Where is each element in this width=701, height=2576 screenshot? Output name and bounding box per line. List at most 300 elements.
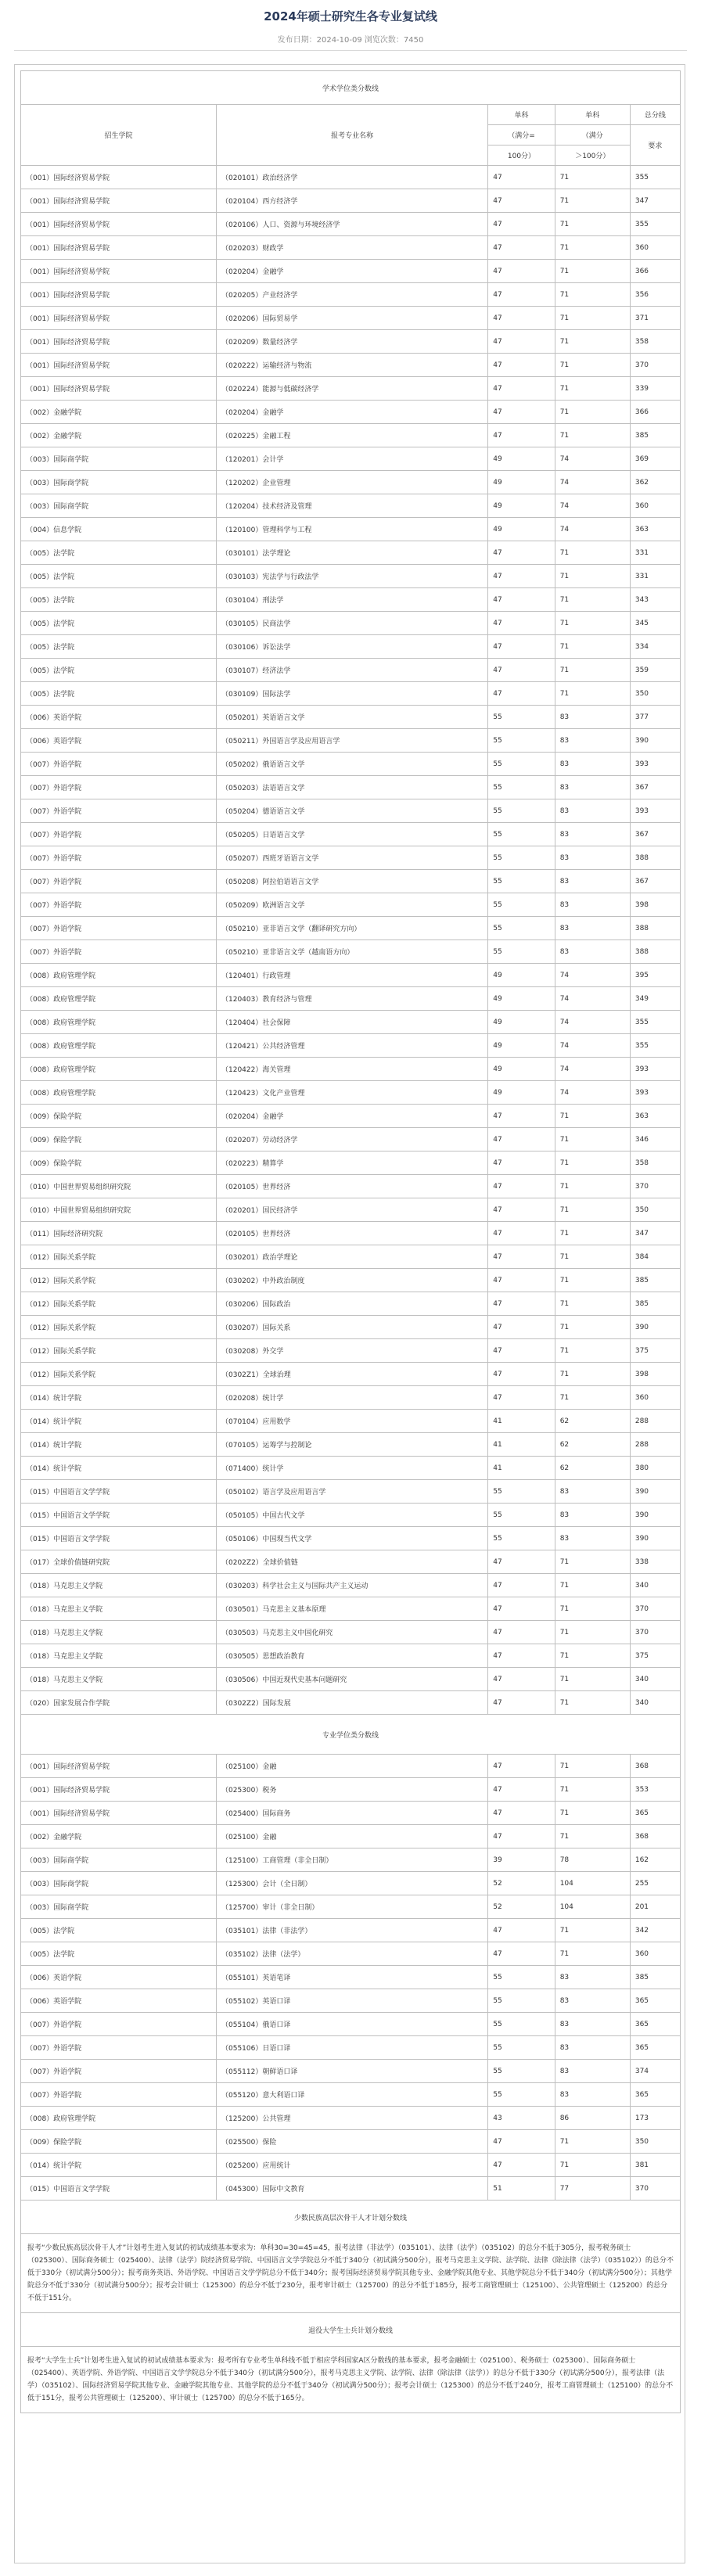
school-cell: （017）全球价值链研究院 (21, 1550, 217, 1574)
school-cell: （008）政府管理学院 (21, 1058, 217, 1081)
school-cell: （001）国际经济贸易学院 (21, 213, 217, 236)
single1-cell: 47 (488, 1550, 555, 1574)
school-cell: （014）统计学院 (21, 1433, 217, 1457)
total-cell: 393 (630, 1058, 680, 1081)
major-cell: （125300）会计（全日制） (217, 1872, 488, 1895)
total-cell: 370 (630, 1175, 680, 1198)
single1-cell: 47 (488, 1269, 555, 1292)
table-row (21, 283, 681, 307)
single2-cell: 74 (555, 471, 630, 494)
school-cell: （008）政府管理学院 (21, 1011, 217, 1034)
single2-cell: 71 (555, 424, 630, 447)
single2-cell: 71 (555, 1825, 630, 1848)
total-cell: 347 (630, 189, 680, 213)
publish-date: 2024-10-09 (316, 36, 362, 45)
table-row (21, 1848, 681, 1872)
table-row (21, 659, 681, 682)
table-row (21, 753, 681, 776)
table-row (21, 1574, 681, 1597)
total-cell: 370 (630, 354, 680, 377)
single2-cell: 104 (555, 1895, 630, 1919)
school-cell: （020）国家发展合作学院 (21, 1691, 217, 1715)
total-cell: 395 (630, 964, 680, 987)
major-cell: （030105）民商法学 (217, 612, 488, 635)
school-cell: （006）英语学院 (21, 1989, 217, 2013)
single2-cell: 83 (555, 799, 630, 823)
single1-cell: 47 (488, 377, 555, 401)
total-cell: 363 (630, 1105, 680, 1128)
table-row (21, 1034, 681, 1058)
total-cell: 375 (630, 1339, 680, 1363)
major-cell: （030104）刑法学 (217, 588, 488, 612)
total-cell: 355 (630, 1011, 680, 1034)
major-cell: （050203）法语语言文学 (217, 776, 488, 799)
total-cell: 360 (630, 494, 680, 518)
total-cell: 371 (630, 307, 680, 330)
total-cell: 356 (630, 283, 680, 307)
total-cell: 384 (630, 1245, 680, 1269)
school-cell: （008）政府管理学院 (21, 2107, 217, 2130)
school-cell: （007）外语学院 (21, 2013, 217, 2036)
major-cell: （020106）人口、资源与环境经济学 (217, 213, 488, 236)
total-cell: 288 (630, 1410, 680, 1433)
single2-cell: 71 (555, 1198, 630, 1222)
major-cell: （020203）财政学 (217, 236, 488, 260)
single2-cell: 71 (555, 635, 630, 659)
single1-cell: 49 (488, 1081, 555, 1105)
major-cell: （050106）中国现当代文学 (217, 1527, 488, 1550)
major-cell: （030506）中国近现代史基本问题研究 (217, 1668, 488, 1691)
major-cell: （055112）朝鲜语口译 (217, 2060, 488, 2083)
major-cell: （030103）宪法学与行政法学 (217, 565, 488, 588)
single2-cell: 71 (555, 1691, 630, 1715)
total-cell: 377 (630, 706, 680, 729)
table-row (21, 354, 681, 377)
table-row (21, 166, 681, 189)
school-cell: （003）国际商学院 (21, 471, 217, 494)
title-divider (14, 50, 687, 51)
single1-cell: 47 (488, 1128, 555, 1151)
single2-cell: 71 (555, 682, 630, 706)
school-cell: （005）法学院 (21, 1942, 217, 1966)
table-row (21, 1825, 681, 1848)
single1-cell: 47 (488, 565, 555, 588)
total-cell: 360 (630, 1386, 680, 1410)
single2-cell: 74 (555, 1058, 630, 1081)
table-row (21, 2013, 681, 2036)
single2-cell: 83 (555, 917, 630, 940)
school-cell: （006）英语学院 (21, 1966, 217, 1989)
total-cell: 393 (630, 799, 680, 823)
single2-cell: 71 (555, 612, 630, 635)
total-cell: 385 (630, 1269, 680, 1292)
single2-cell: 83 (555, 846, 630, 870)
total-header: 总分线 (630, 105, 680, 125)
table-row (21, 1457, 681, 1480)
single2-cell: 71 (555, 1363, 630, 1386)
single1-cell: 47 (488, 213, 555, 236)
single1-cell: 49 (488, 494, 555, 518)
school-cell: （015）中国语言文学学院 (21, 2177, 217, 2201)
single1-cell: 47 (488, 1363, 555, 1386)
single2-cell: 71 (555, 401, 630, 424)
table-row (21, 870, 681, 893)
school-cell: （008）政府管理学院 (21, 964, 217, 987)
table-row (21, 260, 681, 283)
school-cell: （001）国际经济贸易学院 (21, 330, 217, 354)
single1-cell: 41 (488, 1410, 555, 1433)
school-cell: （012）国际关系学院 (21, 1269, 217, 1292)
table-row (21, 893, 681, 917)
major-cell: （025100）金融 (217, 1755, 488, 1778)
major-cell: （0302Z1）全球治理 (217, 1363, 488, 1386)
total-cell: 358 (630, 330, 680, 354)
single2-cell: 71 (555, 1151, 630, 1175)
school-cell: （006）英语学院 (21, 706, 217, 729)
total-cell: 362 (630, 471, 680, 494)
single2-cell: 77 (555, 2177, 630, 2201)
table-row (21, 1386, 681, 1410)
publish-label: 发布日期： (277, 36, 317, 45)
single1-cell: 55 (488, 729, 555, 753)
total-cell: 385 (630, 424, 680, 447)
single1-cell: 47 (488, 1316, 555, 1339)
single2-cell: 74 (555, 1011, 630, 1034)
school-cell: （012）国际关系学院 (21, 1292, 217, 1316)
total-cell: 390 (630, 1504, 680, 1527)
single1-cell: 55 (488, 2083, 555, 2107)
single2-cell: 71 (555, 565, 630, 588)
single1-cell: 47 (488, 236, 555, 260)
single1-cell: 49 (488, 518, 555, 541)
total-cell: 365 (630, 2013, 680, 2036)
table-row (21, 189, 681, 213)
major-cell: （055106）日语口译 (217, 2036, 488, 2060)
single1-header: 单科 (488, 105, 555, 125)
single1-cell: 47 (488, 1942, 555, 1966)
single1-cell: 55 (488, 706, 555, 729)
total-cell: 398 (630, 893, 680, 917)
major-cell: （030208）外交学 (217, 1339, 488, 1363)
school-cell: （012）国际关系学院 (21, 1316, 217, 1339)
single2-sub1: （满分 (555, 125, 630, 146)
major-cell: （030501）马克思主义基本原理 (217, 1597, 488, 1621)
views-count: 7450 (403, 36, 424, 45)
total-cell: 367 (630, 776, 680, 799)
single2-cell: 71 (555, 1105, 630, 1128)
single2-cell: 71 (555, 1942, 630, 1966)
single1-cell: 41 (488, 1433, 555, 1457)
single2-cell: 83 (555, 823, 630, 846)
table-row (21, 1550, 681, 1574)
single1-cell: 47 (488, 1175, 555, 1198)
single1-cell: 47 (488, 1151, 555, 1175)
single2-cell: 83 (555, 776, 630, 799)
total-cell: 350 (630, 1198, 680, 1222)
school-cell: （015）中国语言文学学院 (21, 1504, 217, 1527)
single2-cell: 71 (555, 659, 630, 682)
single1-cell: 43 (488, 2107, 555, 2130)
total-cell: 390 (630, 1316, 680, 1339)
veteran-section-title: 退役大学生士兵计划分数线 (21, 2313, 681, 2347)
single2-cell: 71 (555, 283, 630, 307)
total-cell: 370 (630, 1621, 680, 1644)
table-row (21, 471, 681, 494)
school-cell: （001）国际经济贸易学院 (21, 260, 217, 283)
single2-cell: 71 (555, 1644, 630, 1668)
major-cell: （020225）金融工程 (217, 424, 488, 447)
school-cell: （008）政府管理学院 (21, 1081, 217, 1105)
single2-cell: 71 (555, 1175, 630, 1198)
school-cell: （009）保险学院 (21, 1151, 217, 1175)
single1-cell: 47 (488, 1245, 555, 1269)
table-row (21, 1778, 681, 1802)
major-cell: （020206）国际贸易学 (217, 307, 488, 330)
table-row (21, 2083, 681, 2107)
single2-cell: 74 (555, 447, 630, 471)
single1-cell: 49 (488, 447, 555, 471)
single2-cell: 83 (555, 940, 630, 964)
total-cell: 162 (630, 1848, 680, 1872)
school-cell: （007）外语学院 (21, 2083, 217, 2107)
single2-cell: 83 (555, 1989, 630, 2013)
single2-cell: 83 (555, 2060, 630, 2083)
major-cell: （025200）应用统计 (217, 2154, 488, 2177)
veteran-note: 报考“大学生士兵”计划考生进入复试的初试成绩基本要求为：报考所有专业考生单科线不低于相应学科国家A区分数线的基本要求，报考金融硕士（025100）、税务硕士（025300）、国际商务硕士（025400）、英语学院、外语学院、中国语言文学学院总分不低于340分（初试满分500分），报考马克思主义学院、法学院、法律（除法律（法学））的总分不低于330分（初试满分500分），报考法律（法学）（035102）、国际经济贸易学院其他专业、金融学院其他专业、其他学院的总分不低于340分（初试满分500分）；报考会计硕士（125300）的总分不低于240分，报考工商管理硕士（125100）的总分不低于151分，报考公共管理硕士（125200）、审计硕士（125700）的总分不低于165分。 (21, 2347, 681, 2413)
single2-cell: 62 (555, 1457, 630, 1480)
school-cell: （018）马克思主义学院 (21, 1644, 217, 1668)
major-cell: （050211）外国语言学及应用语言学 (217, 729, 488, 753)
major-cell: （020224）能源与低碳经济学 (217, 377, 488, 401)
school-cell: （012）国际关系学院 (21, 1339, 217, 1363)
total-cell: 343 (630, 588, 680, 612)
table-row (21, 1105, 681, 1128)
table-row (21, 1292, 681, 1316)
total-cell: 374 (630, 2060, 680, 2083)
major-cell: （120401）行政管理 (217, 964, 488, 987)
total-cell: 360 (630, 236, 680, 260)
total-cell: 369 (630, 447, 680, 471)
total-cell: 390 (630, 729, 680, 753)
table-row (21, 494, 681, 518)
school-cell: （001）国际经济贸易学院 (21, 1778, 217, 1802)
major-cell: （120422）海关管理 (217, 1058, 488, 1081)
total-cell: 339 (630, 377, 680, 401)
single2-cell: 74 (555, 1081, 630, 1105)
school-cell: （001）国际经济贸易学院 (21, 189, 217, 213)
table-row (21, 1081, 681, 1105)
table-row (21, 213, 681, 236)
score-table (20, 70, 681, 2413)
school-cell: （007）外语学院 (21, 2060, 217, 2083)
school-cell: （005）法学院 (21, 659, 217, 682)
single1-cell: 49 (488, 1058, 555, 1081)
single1-cell: 47 (488, 1644, 555, 1668)
table-row (21, 1245, 681, 1269)
single1-sub1: （满分= (488, 125, 555, 146)
table-row (21, 682, 681, 706)
total-cell: 370 (630, 2177, 680, 2201)
single1-cell: 55 (488, 2036, 555, 2060)
school-cell: （003）国际商学院 (21, 1848, 217, 1872)
single2-cell: 83 (555, 753, 630, 776)
single2-cell: 71 (555, 1597, 630, 1621)
single1-cell: 47 (488, 354, 555, 377)
single1-cell: 49 (488, 987, 555, 1011)
single2-cell: 71 (555, 1574, 630, 1597)
veteran-section-row (21, 2313, 681, 2347)
major-cell: （120204）技术经济及管理 (217, 494, 488, 518)
table-row (21, 1989, 681, 2013)
single2-cell: 71 (555, 1755, 630, 1778)
single1-cell: 47 (488, 1386, 555, 1410)
publish-meta (0, 33, 701, 45)
total-cell: 331 (630, 541, 680, 565)
table-row (21, 2060, 681, 2083)
school-cell: （009）保险学院 (21, 1128, 217, 1151)
single2-cell: 71 (555, 307, 630, 330)
single2-cell: 71 (555, 588, 630, 612)
table-row (21, 987, 681, 1011)
major-cell: （030207）国际关系 (217, 1316, 488, 1339)
school-cell: （010）中国世界贸易组织研究院 (21, 1175, 217, 1198)
single2-cell: 71 (555, 1386, 630, 1410)
major-cell: （125700）审计（非全日制） (217, 1895, 488, 1919)
major-cell: （0302Z2）国际发展 (217, 1691, 488, 1715)
total-cell: 358 (630, 1151, 680, 1175)
school-cell: （003）国际商学院 (21, 494, 217, 518)
table-row (21, 424, 681, 447)
major-cell: （030201）政治学理论 (217, 1245, 488, 1269)
single1-cell: 47 (488, 1292, 555, 1316)
major-cell: （020207）劳动经济学 (217, 1128, 488, 1151)
school-cell: （005）法学院 (21, 588, 217, 612)
major-cell: （030107）经济法学 (217, 659, 488, 682)
table-row (21, 2130, 681, 2154)
table-row (21, 1872, 681, 1895)
total-cell: 393 (630, 753, 680, 776)
total-cell: 355 (630, 213, 680, 236)
major-cell: （035101）法律（非法学） (217, 1919, 488, 1942)
total-cell: 350 (630, 2130, 680, 2154)
single2-cell: 83 (555, 1966, 630, 1989)
single1-cell: 49 (488, 1034, 555, 1058)
school-cell: （007）外语学院 (21, 799, 217, 823)
total-cell: 360 (630, 1942, 680, 1966)
single2-cell: 83 (555, 2083, 630, 2107)
single2-cell: 71 (555, 1668, 630, 1691)
single1-cell: 55 (488, 846, 555, 870)
major-cell: （030109）国际法学 (217, 682, 488, 706)
single1-cell: 47 (488, 682, 555, 706)
table-row (21, 1222, 681, 1245)
school-cell: （014）统计学院 (21, 1457, 217, 1480)
single2-sub2: ＞100分） (555, 146, 630, 166)
major-cell: （045300）国际中文教育 (217, 2177, 488, 2201)
major-cell: （050202）俄语语言文学 (217, 753, 488, 776)
single2-cell: 71 (555, 2130, 630, 2154)
total-cell: 359 (630, 659, 680, 682)
major-cell: （020222）运输经济与物流 (217, 354, 488, 377)
total-cell: 173 (630, 2107, 680, 2130)
major-header: 报考专业名称 (217, 105, 488, 166)
school-cell: （015）中国语言文学学院 (21, 1480, 217, 1504)
single2-cell: 71 (555, 166, 630, 189)
school-cell: （005）法学院 (21, 612, 217, 635)
total-cell: 393 (630, 1081, 680, 1105)
single1-cell: 47 (488, 1339, 555, 1363)
single2-cell: 74 (555, 987, 630, 1011)
school-cell: （001）国际经济贸易学院 (21, 1755, 217, 1778)
table-row (21, 706, 681, 729)
single2-cell: 83 (555, 870, 630, 893)
major-cell: （050208）阿拉伯语语言文学 (217, 870, 488, 893)
major-cell: （055120）意大利语口译 (217, 2083, 488, 2107)
major-cell: （030202）中外政治制度 (217, 1269, 488, 1292)
single1-cell: 47 (488, 1691, 555, 1715)
school-cell: （005）法学院 (21, 1919, 217, 1942)
academic-section-title: 学术学位类分数线 (21, 71, 681, 105)
single2-cell: 71 (555, 354, 630, 377)
single1-cell: 55 (488, 893, 555, 917)
table-row (21, 1966, 681, 1989)
major-cell: （0202Z2）全球价值链 (217, 1550, 488, 1574)
table-row (21, 1269, 681, 1292)
school-cell: （007）外语学院 (21, 846, 217, 870)
major-cell: （120423）文化产业管理 (217, 1081, 488, 1105)
table-row (21, 1151, 681, 1175)
total-cell: 365 (630, 1989, 680, 2013)
table-row (21, 541, 681, 565)
total-cell: 346 (630, 1128, 680, 1151)
table-row (21, 1755, 681, 1778)
major-cell: （055102）英语口译 (217, 1989, 488, 2013)
table-row (21, 1480, 681, 1504)
professional-section-row (21, 1715, 681, 1755)
major-cell: （025500）保险 (217, 2130, 488, 2154)
table-row (21, 1433, 681, 1457)
total-cell: 365 (630, 1802, 680, 1825)
major-cell: （125200）公共管理 (217, 2107, 488, 2130)
total-cell: 365 (630, 2083, 680, 2107)
single2-cell: 74 (555, 494, 630, 518)
single1-cell: 55 (488, 870, 555, 893)
total-cell: 255 (630, 1872, 680, 1895)
school-cell: （001）国际经济贸易学院 (21, 307, 217, 330)
single1-cell: 47 (488, 1668, 555, 1691)
total-cell: 288 (630, 1433, 680, 1457)
single1-cell: 47 (488, 307, 555, 330)
school-cell: （003）国际商学院 (21, 1895, 217, 1919)
table-row (21, 1410, 681, 1433)
single1-cell: 47 (488, 635, 555, 659)
single1-cell: 55 (488, 917, 555, 940)
single1-cell: 51 (488, 2177, 555, 2201)
school-cell: （014）统计学院 (21, 1386, 217, 1410)
single2-cell: 104 (555, 1872, 630, 1895)
school-cell: （002）金融学院 (21, 1825, 217, 1848)
total-cell: 340 (630, 1574, 680, 1597)
minority-note: 报考“少数民族高层次骨干人才”计划考生进入复试的初试成绩基本要求为：单科30=30=45=45，报考法律（非法学）（035101）、法律（法学）（035102）的总分不低于305分，报考税务硕士（025300）、国际商务硕士（025400）、法律（法学）院经济贸易学院、中国语言文学学院总分不低于340分（初试满分500分），报考马克思主义学院、法学院、法律（除法律（法学）（035102））的总分不低于330分（初试满分500分）；报考商务英语、外语学院、中国语言文学学院总分不低于340分；报考国际经济贸易学院其他专业、金融学院其他专业、其他学院总分不低于340分（初试满分500分）；其他学院总分不低于330分（初试满分500分）；报考会计硕士（125300）的总分不低于230分，报考审计硕士（125700）的总分不低于185分，报考工商管理硕士（125100）、公共管理硕士（125200）的总分不低于151分。 (21, 2234, 681, 2313)
single2-cell: 71 (555, 1269, 630, 1292)
total-cell: 349 (630, 987, 680, 1011)
single1-cell: 47 (488, 189, 555, 213)
school-cell: （018）马克思主义学院 (21, 1597, 217, 1621)
table-row (21, 1011, 681, 1034)
major-cell: （030106）诉讼法学 (217, 635, 488, 659)
school-cell: （005）法学院 (21, 565, 217, 588)
major-cell: （050205）日语语言文学 (217, 823, 488, 846)
